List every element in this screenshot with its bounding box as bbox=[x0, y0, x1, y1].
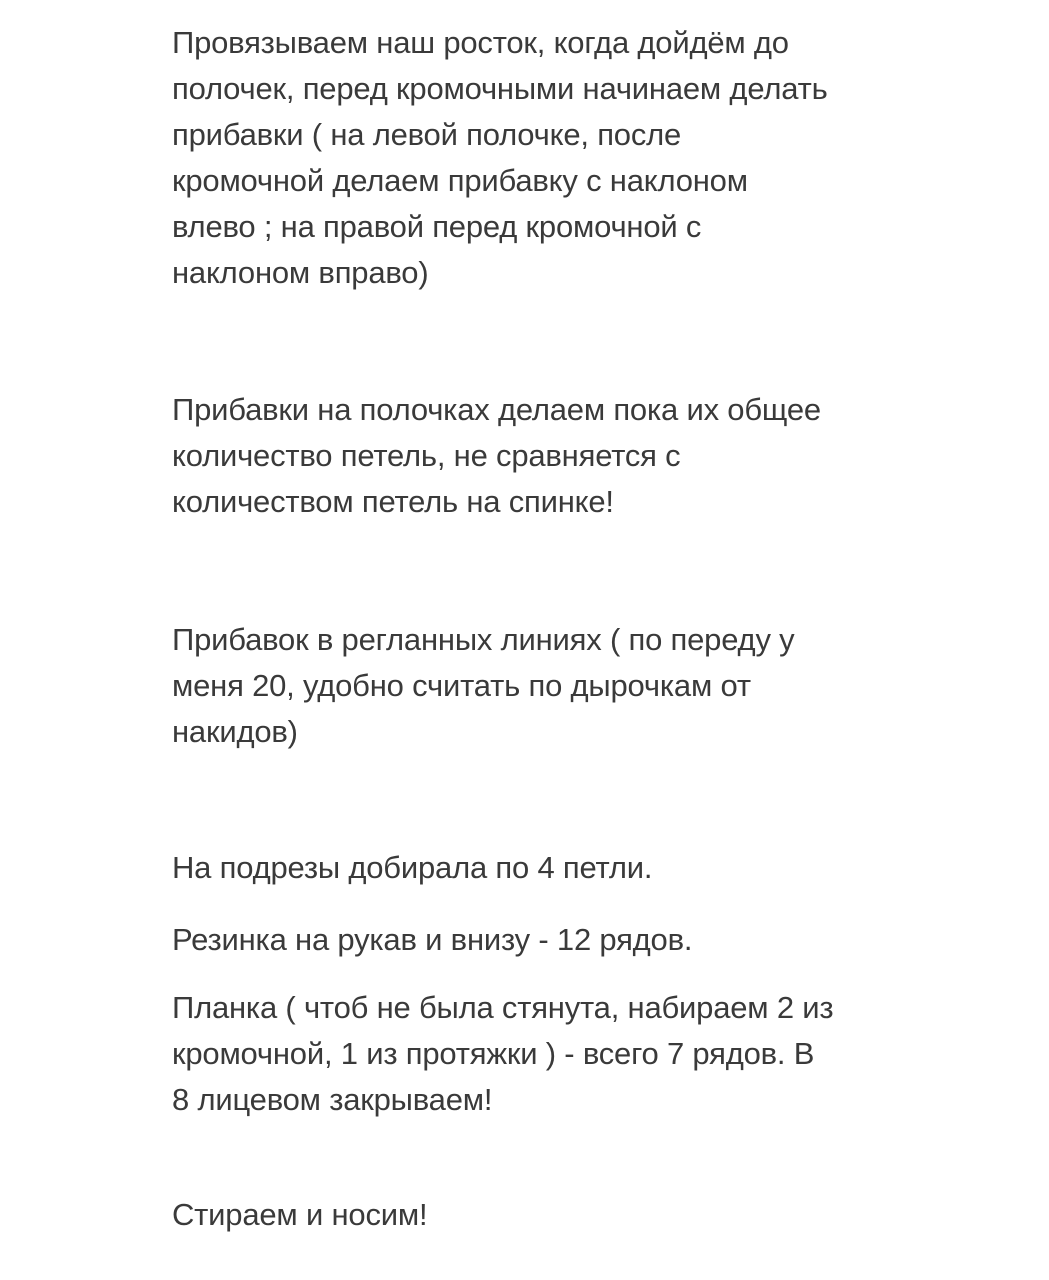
text-line: Планка ( чтоб не была стянута, набираем 2 из bbox=[172, 990, 834, 1025]
text-line: количеством петель на спинке! bbox=[172, 484, 614, 519]
paragraph-ribbing bbox=[172, 917, 692, 963]
paragraph-front-increases bbox=[172, 387, 821, 525]
text-line: влево ; на правой перед кромочной с bbox=[172, 209, 702, 244]
paragraph-growth-instructions bbox=[172, 20, 828, 296]
paragraph-underarm bbox=[172, 845, 652, 891]
text-line: Резинка на рукав и внизу - 12 рядов. bbox=[172, 922, 693, 957]
text-line: Стираем и носим! bbox=[172, 1197, 428, 1232]
text-line: меня 20, удобно считать по дырочкам от bbox=[172, 668, 751, 703]
paragraph-final bbox=[172, 1192, 427, 1238]
paragraph-button-band bbox=[172, 985, 833, 1123]
text-line: кромочной делаем прибавку с наклоном bbox=[172, 163, 748, 198]
text-line: накидов) bbox=[172, 714, 298, 749]
text-line: Прибавок в регланных линиях ( по переду у bbox=[172, 622, 795, 657]
document-body bbox=[172, 0, 992, 1280]
text-line: На подрезы добирала по 4 петли. bbox=[172, 850, 653, 885]
text-line: прибавки ( на левой полочке, после bbox=[172, 117, 682, 152]
paragraph-raglan-increases bbox=[172, 617, 794, 755]
text-line: полочек, перед кромочными начинаем делать bbox=[172, 71, 828, 106]
text-line: Провязываем наш росток, когда дойдём до bbox=[172, 25, 789, 60]
text-line: количество петель, не сравняется с bbox=[172, 438, 681, 473]
text-line: наклоном вправо) bbox=[172, 255, 429, 290]
text-line: 8 лицевом закрываем! bbox=[172, 1082, 493, 1117]
text-line: кромочной, 1 из протяжки ) - всего 7 рядов. В bbox=[172, 1036, 815, 1071]
text-line: Прибавки на полочках делаем пока их общее bbox=[172, 392, 821, 427]
